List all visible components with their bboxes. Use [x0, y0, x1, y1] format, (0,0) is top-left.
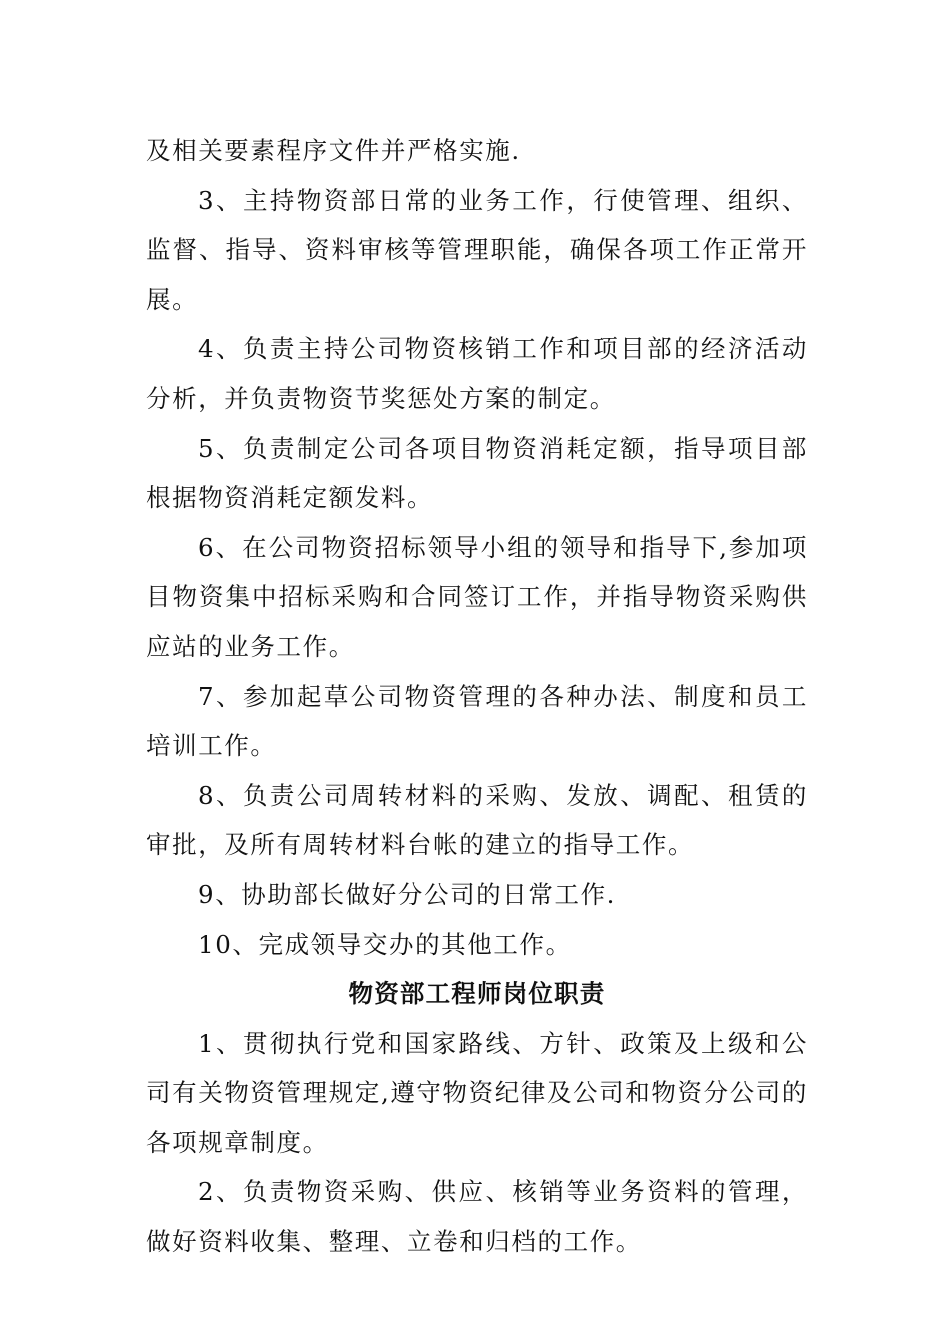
engineer-duty-item-1: 1、贯彻执行党和国家路线、方针、政策及上级和公司有关物资管理规定,遵守物资纪律及公司和物资分公司的各项规章制度。 [146, 1028, 808, 1157]
continuation-paragraph: 及相关要素程序文件并严格实施. [146, 136, 521, 165]
duty-item-6: 6、在公司物资招标领导小组的领导和指导下,参加项目物资集中招标采购和合同签订工作，并指导物资采购供应站的业务工作。 [146, 532, 808, 661]
duty-item-7: 7、参加起草公司物资管理的各种办法、制度和员工培训工作。 [146, 681, 808, 761]
duty-item-10: 10、完成领导交办的其他工作。 [198, 929, 572, 959]
section-heading: 物资部工程师岗位职责 [348, 979, 606, 1009]
duty-item-8: 8、负责公司周转材料的采购、发放、调配、租赁的审批，及所有周转材料台帐的建立的指导工作。 [146, 780, 808, 860]
document-body [146, 126, 808, 1267]
duty-item-3: 3、主持物资部日常的业务工作，行使管理、组织、监督、指导、资料审核等管理职能，确保各项工作正常开展。 [146, 185, 808, 314]
duty-item-4: 4、负责主持公司物资核销工作和项目部的经济活动分析，并负责物资节奖惩处方案的制定。 [146, 334, 808, 413]
duty-item-9: 9、协助部长做好分公司的日常工作. [198, 879, 617, 909]
duty-item-5: 5、负责制定公司各项目物资消耗定额，指导项目部根据物资消耗定额发料。 [146, 433, 808, 513]
engineer-duty-item-2: 2、负责物资采购、供应、核销等业务资料的管理，做好资料收集、整理、立卷和归档的工作。 [146, 1177, 808, 1257]
